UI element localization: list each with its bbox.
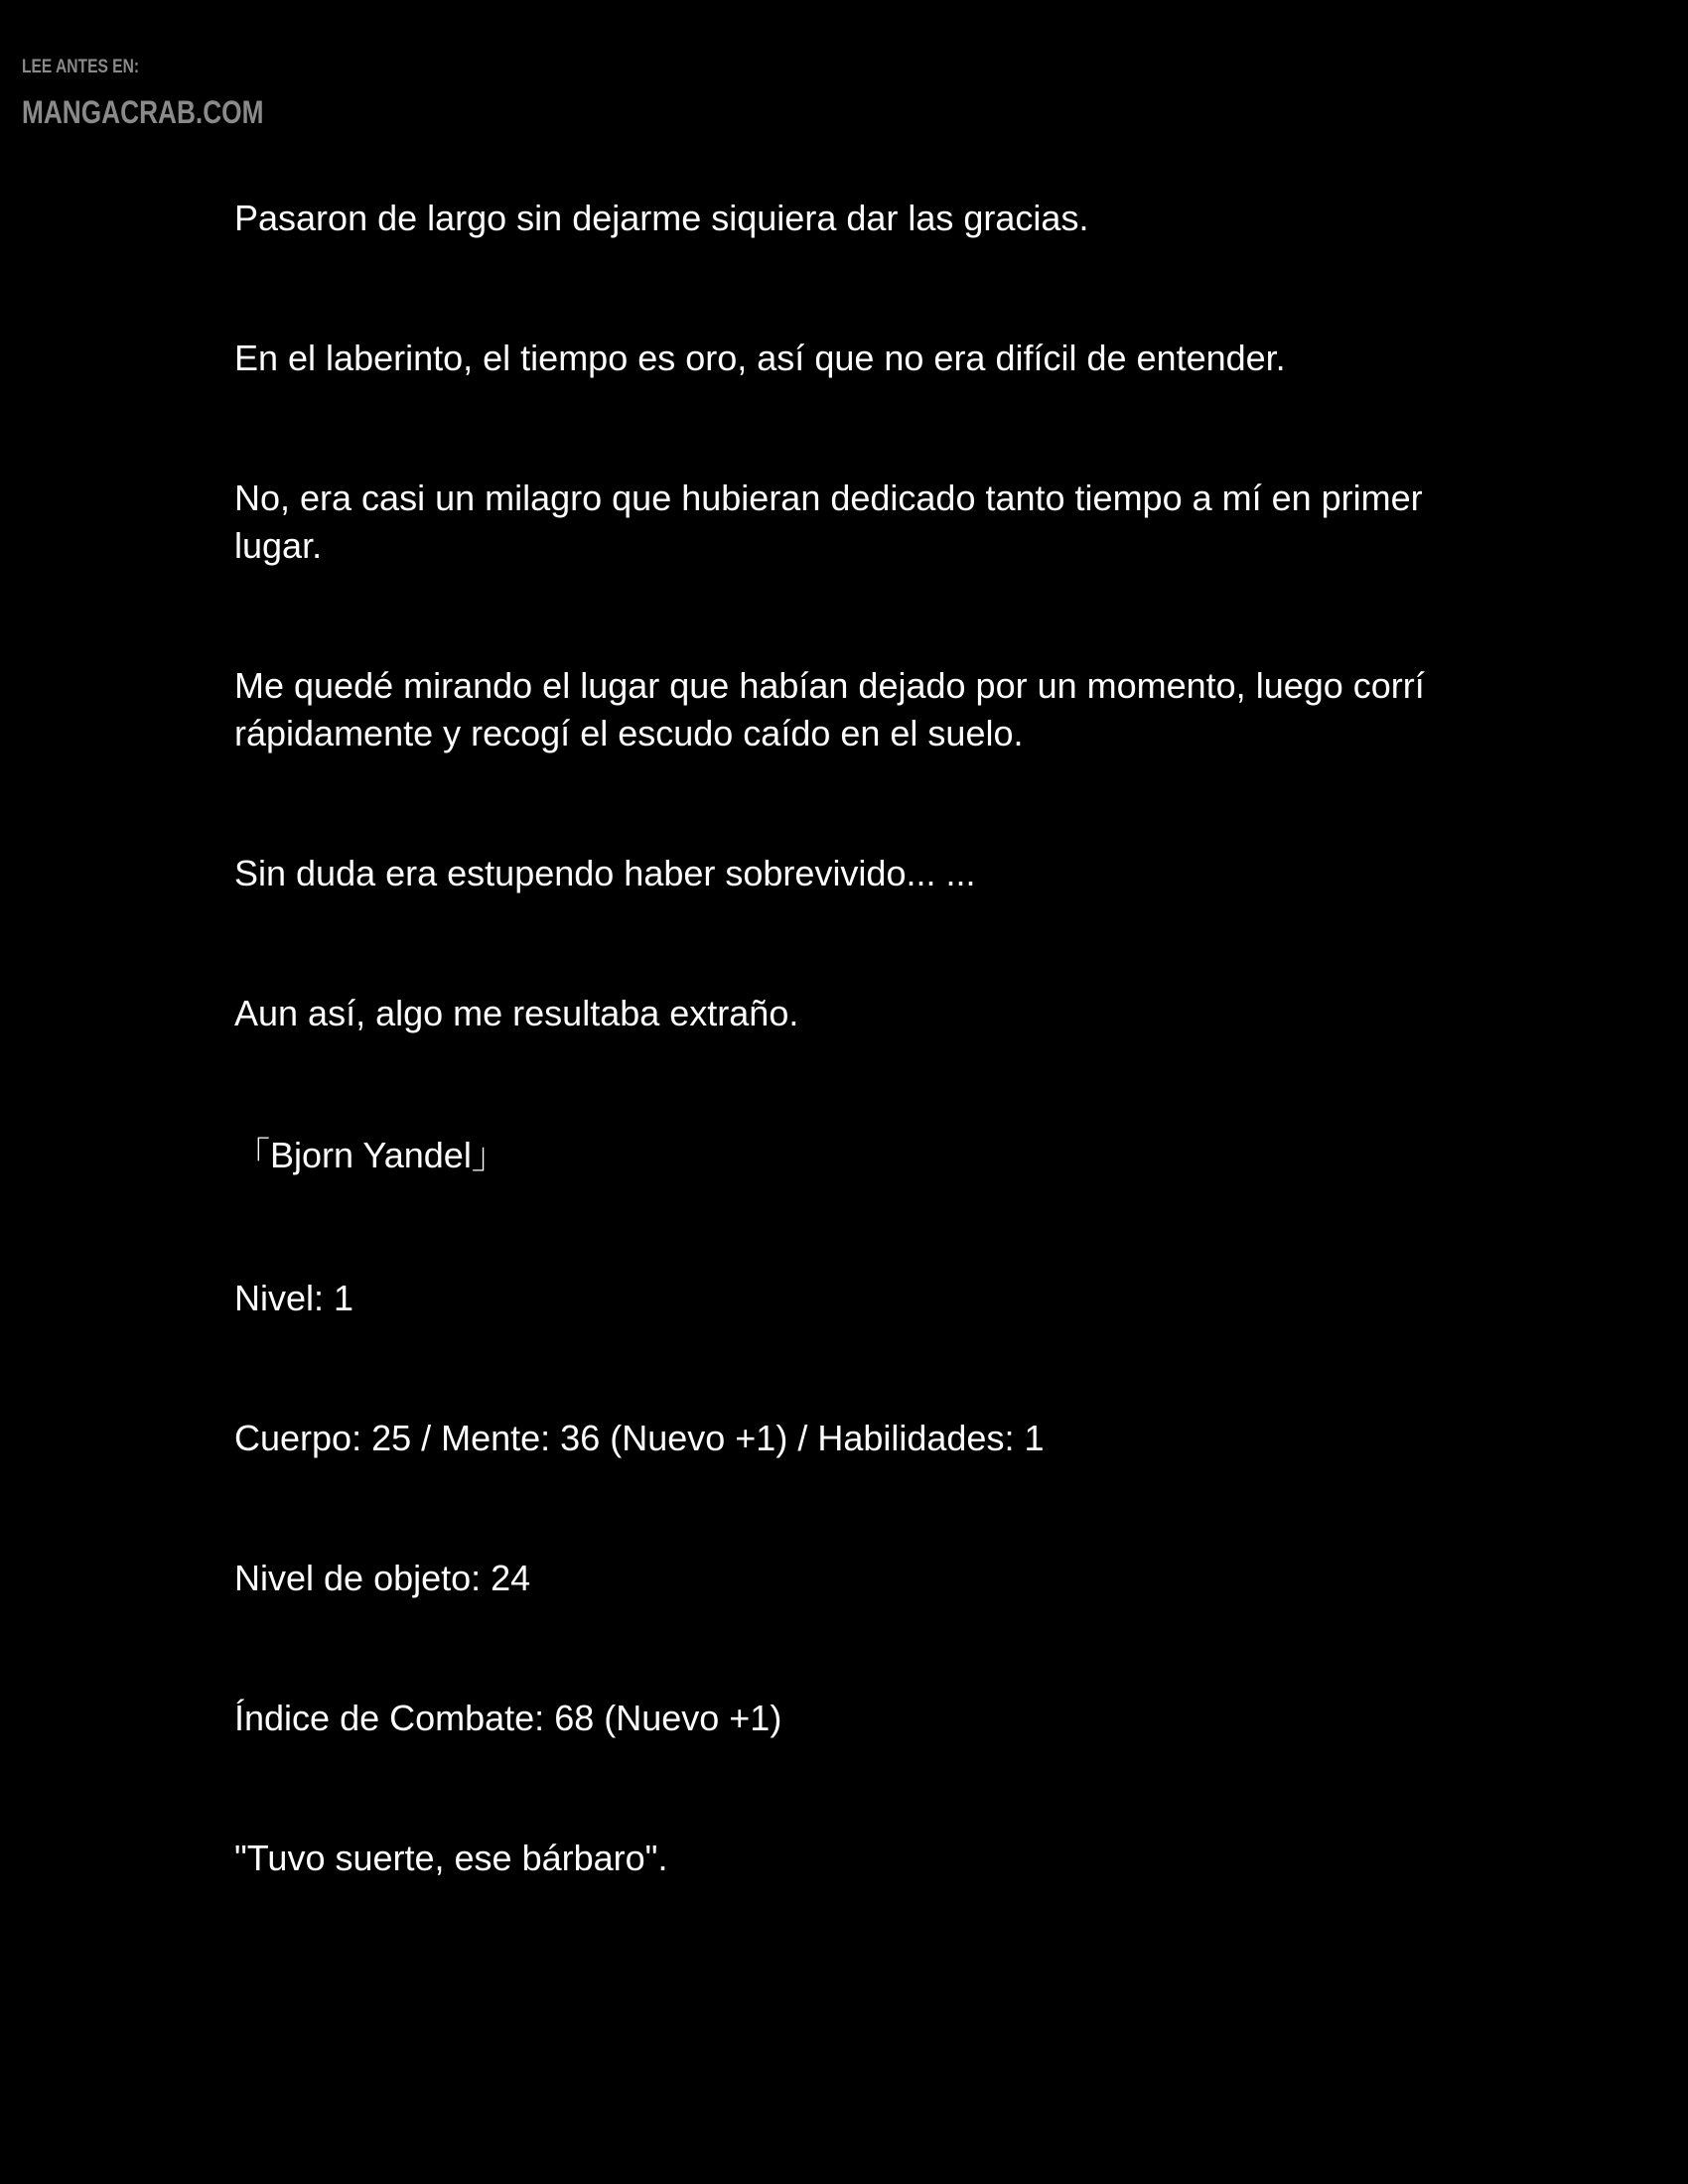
site-watermark — [22, 58, 317, 128]
paragraph-3: No, era casi un milagro que hubieran dedicado tanto tiempo a mí en primer lugar. — [234, 478, 1423, 566]
paragraph-5: Sin duda era estupendo haber sobrevivido... ... — [234, 853, 976, 893]
stat-body-mind-skills: Cuerpo: 25 / Mente: 36 (Nuevo +1) / Habilidades: 1 — [234, 1418, 1045, 1458]
stat-combat-index: Índice de Combate: 68 (Nuevo +1) — [234, 1698, 782, 1738]
paragraph-6: Aun así, algo me resultaba extraño. — [234, 993, 799, 1033]
watermark-site-name: MANGACRAB.COM — [22, 94, 264, 130]
watermark-read-first-text: LEE ANTES EN: — [22, 57, 140, 77]
paragraph-4: Me quedé mirando el lugar que habían dejado por un momento, luego corrí rápidamente y recogí el escudo caído en el suelo. — [234, 665, 1425, 753]
stat-level: Nivel: 1 — [234, 1278, 354, 1318]
character-name-heading: 「Bjorn Yandel」 — [234, 1135, 507, 1175]
paragraph-2: En el laberinto, el tiempo es oro, así que no era difícil de entender. — [234, 338, 1286, 378]
paragraph-dialogue: "Tuvo suerte, ese bárbaro". — [234, 1838, 668, 1878]
stat-item-level: Nivel de objeto: 24 — [234, 1558, 531, 1598]
paragraph-1: Pasaron de largo sin dejarme siquiera dar las gracias. — [234, 198, 1089, 238]
